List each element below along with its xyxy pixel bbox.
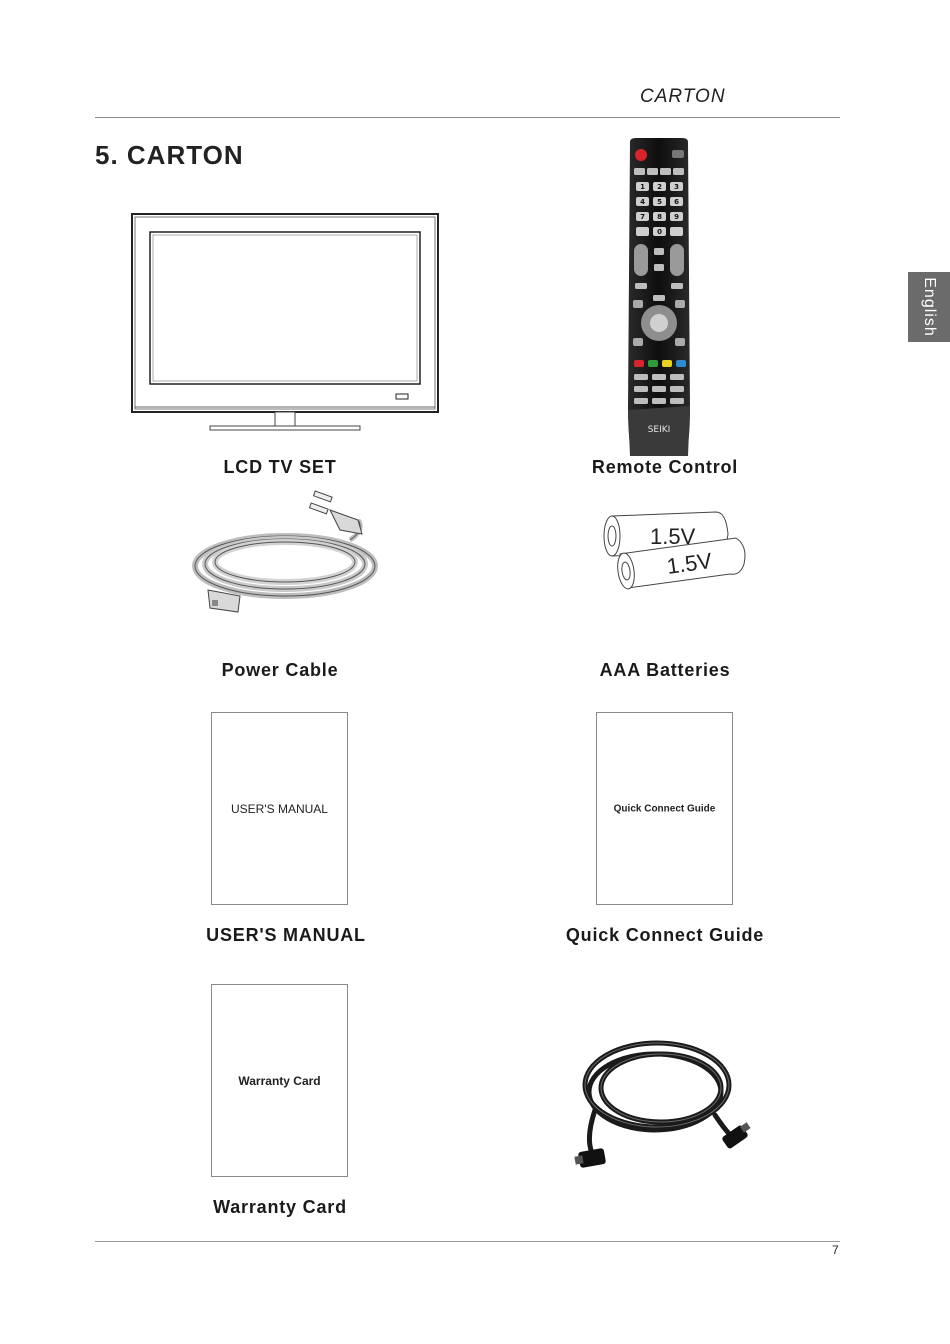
remote-key-1: 1 <box>640 183 645 191</box>
page-number: 7 <box>832 1243 839 1257</box>
battery-label-1: 1.5V <box>650 524 696 549</box>
remote-key-9: 9 <box>674 213 679 221</box>
caption-remote-control: Remote Control <box>591 457 739 477</box>
footer-divider <box>95 1241 840 1242</box>
users-manual-booklet <box>211 712 348 905</box>
remote-brand-label: SEIKI <box>647 425 671 435</box>
header-divider <box>95 117 840 118</box>
remote-key-0: 0 <box>657 228 662 236</box>
power-cable-icon <box>190 490 390 620</box>
warranty-card-cover-text: Warranty Card <box>238 1073 321 1088</box>
caption-power-cable: Power Cable <box>221 660 339 680</box>
remote-key-7: 7 <box>640 213 645 221</box>
quick-connect-guide-cover-text: Quick Connect Guide <box>613 803 716 814</box>
remote-key-8: 8 <box>657 213 662 221</box>
quick-connect-guide-booklet <box>596 712 733 905</box>
section-title: 5. CARTON <box>95 140 244 170</box>
battery-label-2: 1.5V <box>665 547 714 579</box>
remote-key-6: 6 <box>674 198 679 206</box>
users-manual-cover-text: USER'S MANUAL <box>231 801 328 816</box>
tv-icon <box>130 212 440 432</box>
caption-warranty-card: Warranty Card <box>213 1197 347 1217</box>
language-tab-label: English <box>921 277 938 337</box>
batteries-icon <box>598 510 748 595</box>
language-tab[interactable] <box>908 272 950 342</box>
remote-icon <box>624 138 694 456</box>
remote-key-2: 2 <box>657 183 662 191</box>
hdmi-cable-icon <box>575 1030 755 1180</box>
header-title: CARTON <box>640 86 726 107</box>
caption-aaa-batteries: AAA Batteries <box>599 660 731 680</box>
caption-users-manual: USER'S MANUAL <box>206 925 366 945</box>
caption-lcd-tv: LCD TV SET <box>223 457 337 477</box>
caption-quick-connect-guide: Quick Connect Guide <box>565 925 765 945</box>
remote-key-4: 4 <box>640 198 645 206</box>
remote-key-5: 5 <box>657 198 662 206</box>
warranty-card-booklet <box>211 984 348 1177</box>
remote-key-3: 3 <box>674 183 679 191</box>
